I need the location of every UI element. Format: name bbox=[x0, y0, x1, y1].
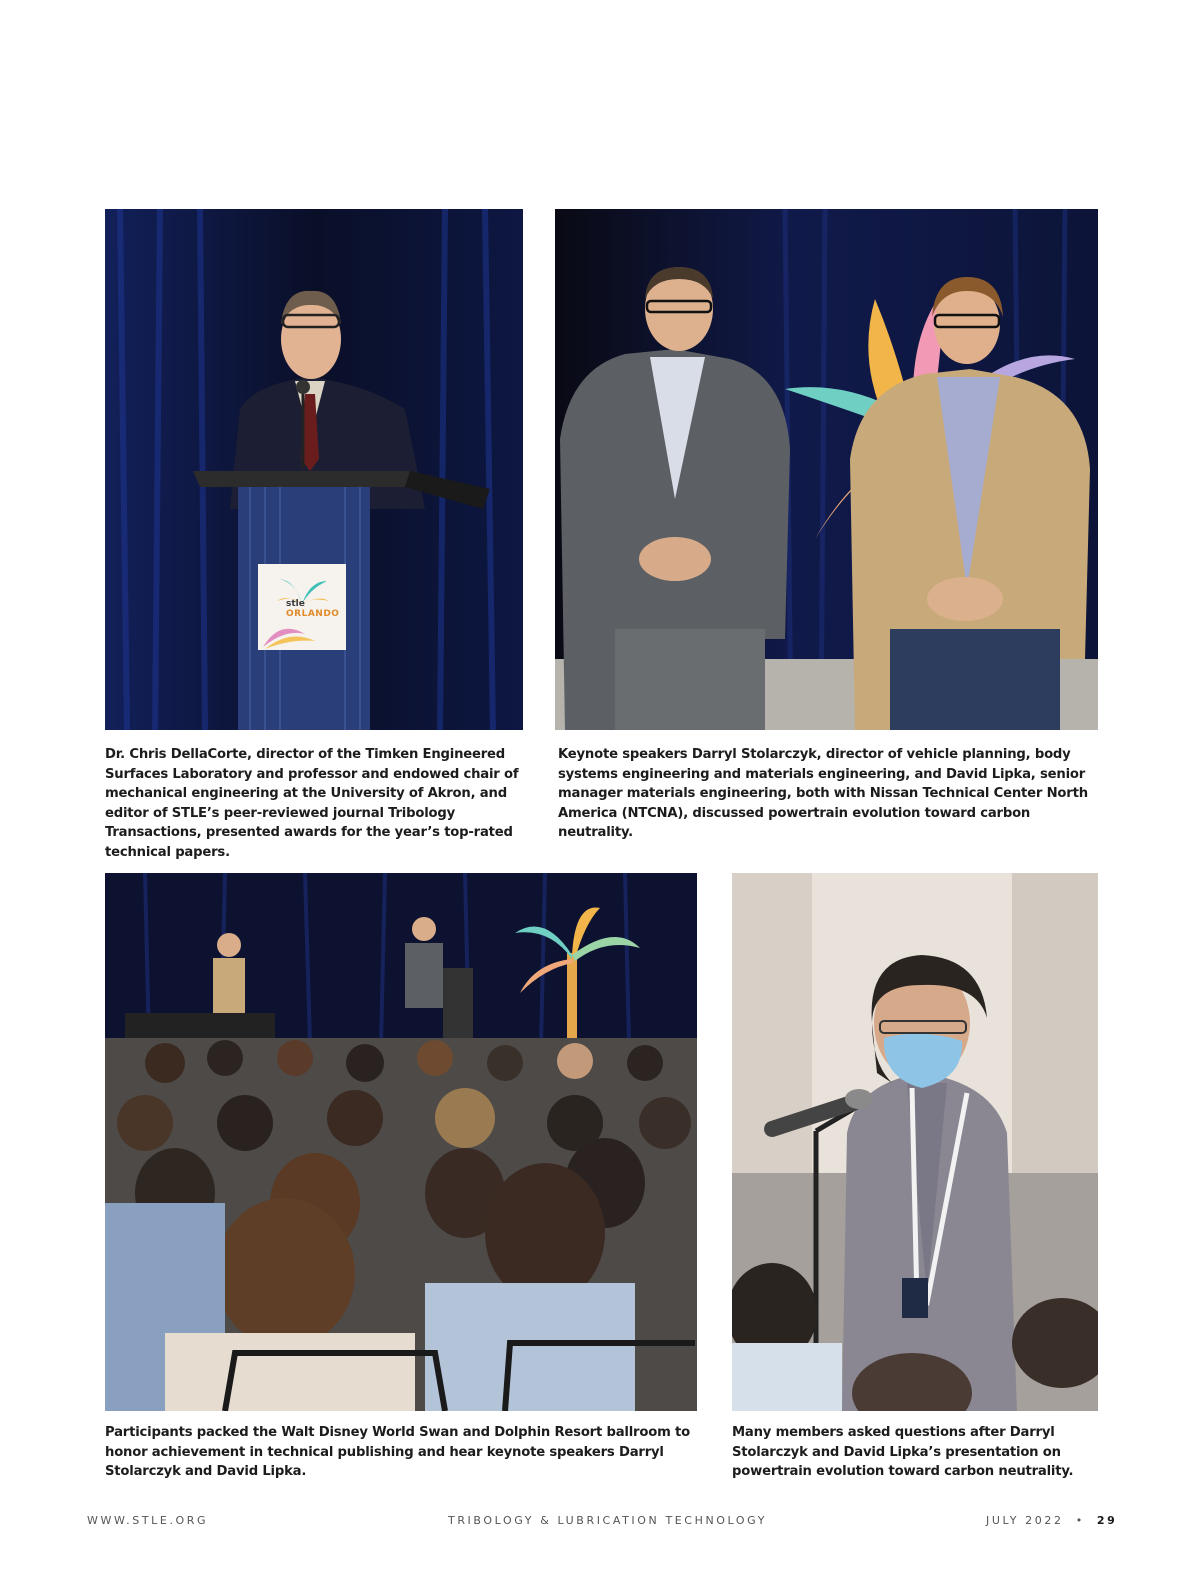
podium-sign-city: ORLANDO bbox=[286, 609, 340, 619]
caption-audience-question: Many members asked questions after Darryl Stolarczyk and David Lipka’s presentation on powertrain evolution toward carbon neutrality. bbox=[732, 1425, 1074, 1479]
footer-separator: • bbox=[1075, 1514, 1085, 1527]
podium-sign-brand: stle bbox=[286, 599, 305, 609]
podium-sign-text bbox=[286, 599, 346, 619]
footer-issue-info bbox=[986, 1514, 1117, 1527]
photo-podium-speaker bbox=[105, 209, 523, 730]
caption-podium-speaker: Dr. Chris DellaCorte, director of the Timken Engineered Surfaces Laboratory and professor and endowed chair of mechanical engineering at the University of Akron, and editor of STLE’s peer-reviewed journal Tribology Transactions, presented awards for the year’s top-rated technical papers. bbox=[105, 747, 519, 860]
caption-ballroom: Participants packed the Walt Disney World Swan and Dolphin Resort ballroom to honor achievement in technical publishing and hear keynote speakers Darryl Stolarczyk and David Lipka. bbox=[105, 1425, 690, 1479]
photo-ballroom bbox=[105, 873, 697, 1411]
page-number: 29 bbox=[1096, 1514, 1118, 1527]
footer-issue-date: JULY 2022 bbox=[986, 1514, 1064, 1527]
footer-publication: TRIBOLOGY & LUBRICATION TECHNOLOGY bbox=[448, 1514, 768, 1527]
photo-audience-question bbox=[732, 873, 1098, 1411]
photo-keynote-speakers bbox=[555, 209, 1098, 730]
footer-website: WWW.STLE.ORG bbox=[87, 1514, 209, 1527]
caption-keynote-speakers: Keynote speakers Darryl Stolarczyk, director of vehicle planning, body systems engineering and materials engineering, and David Lipka, senior manager materials engineering, both with Nissan Technical Center North America (NTCNA), discussed powertrain evolution toward carbon neutrality. bbox=[558, 747, 1088, 840]
